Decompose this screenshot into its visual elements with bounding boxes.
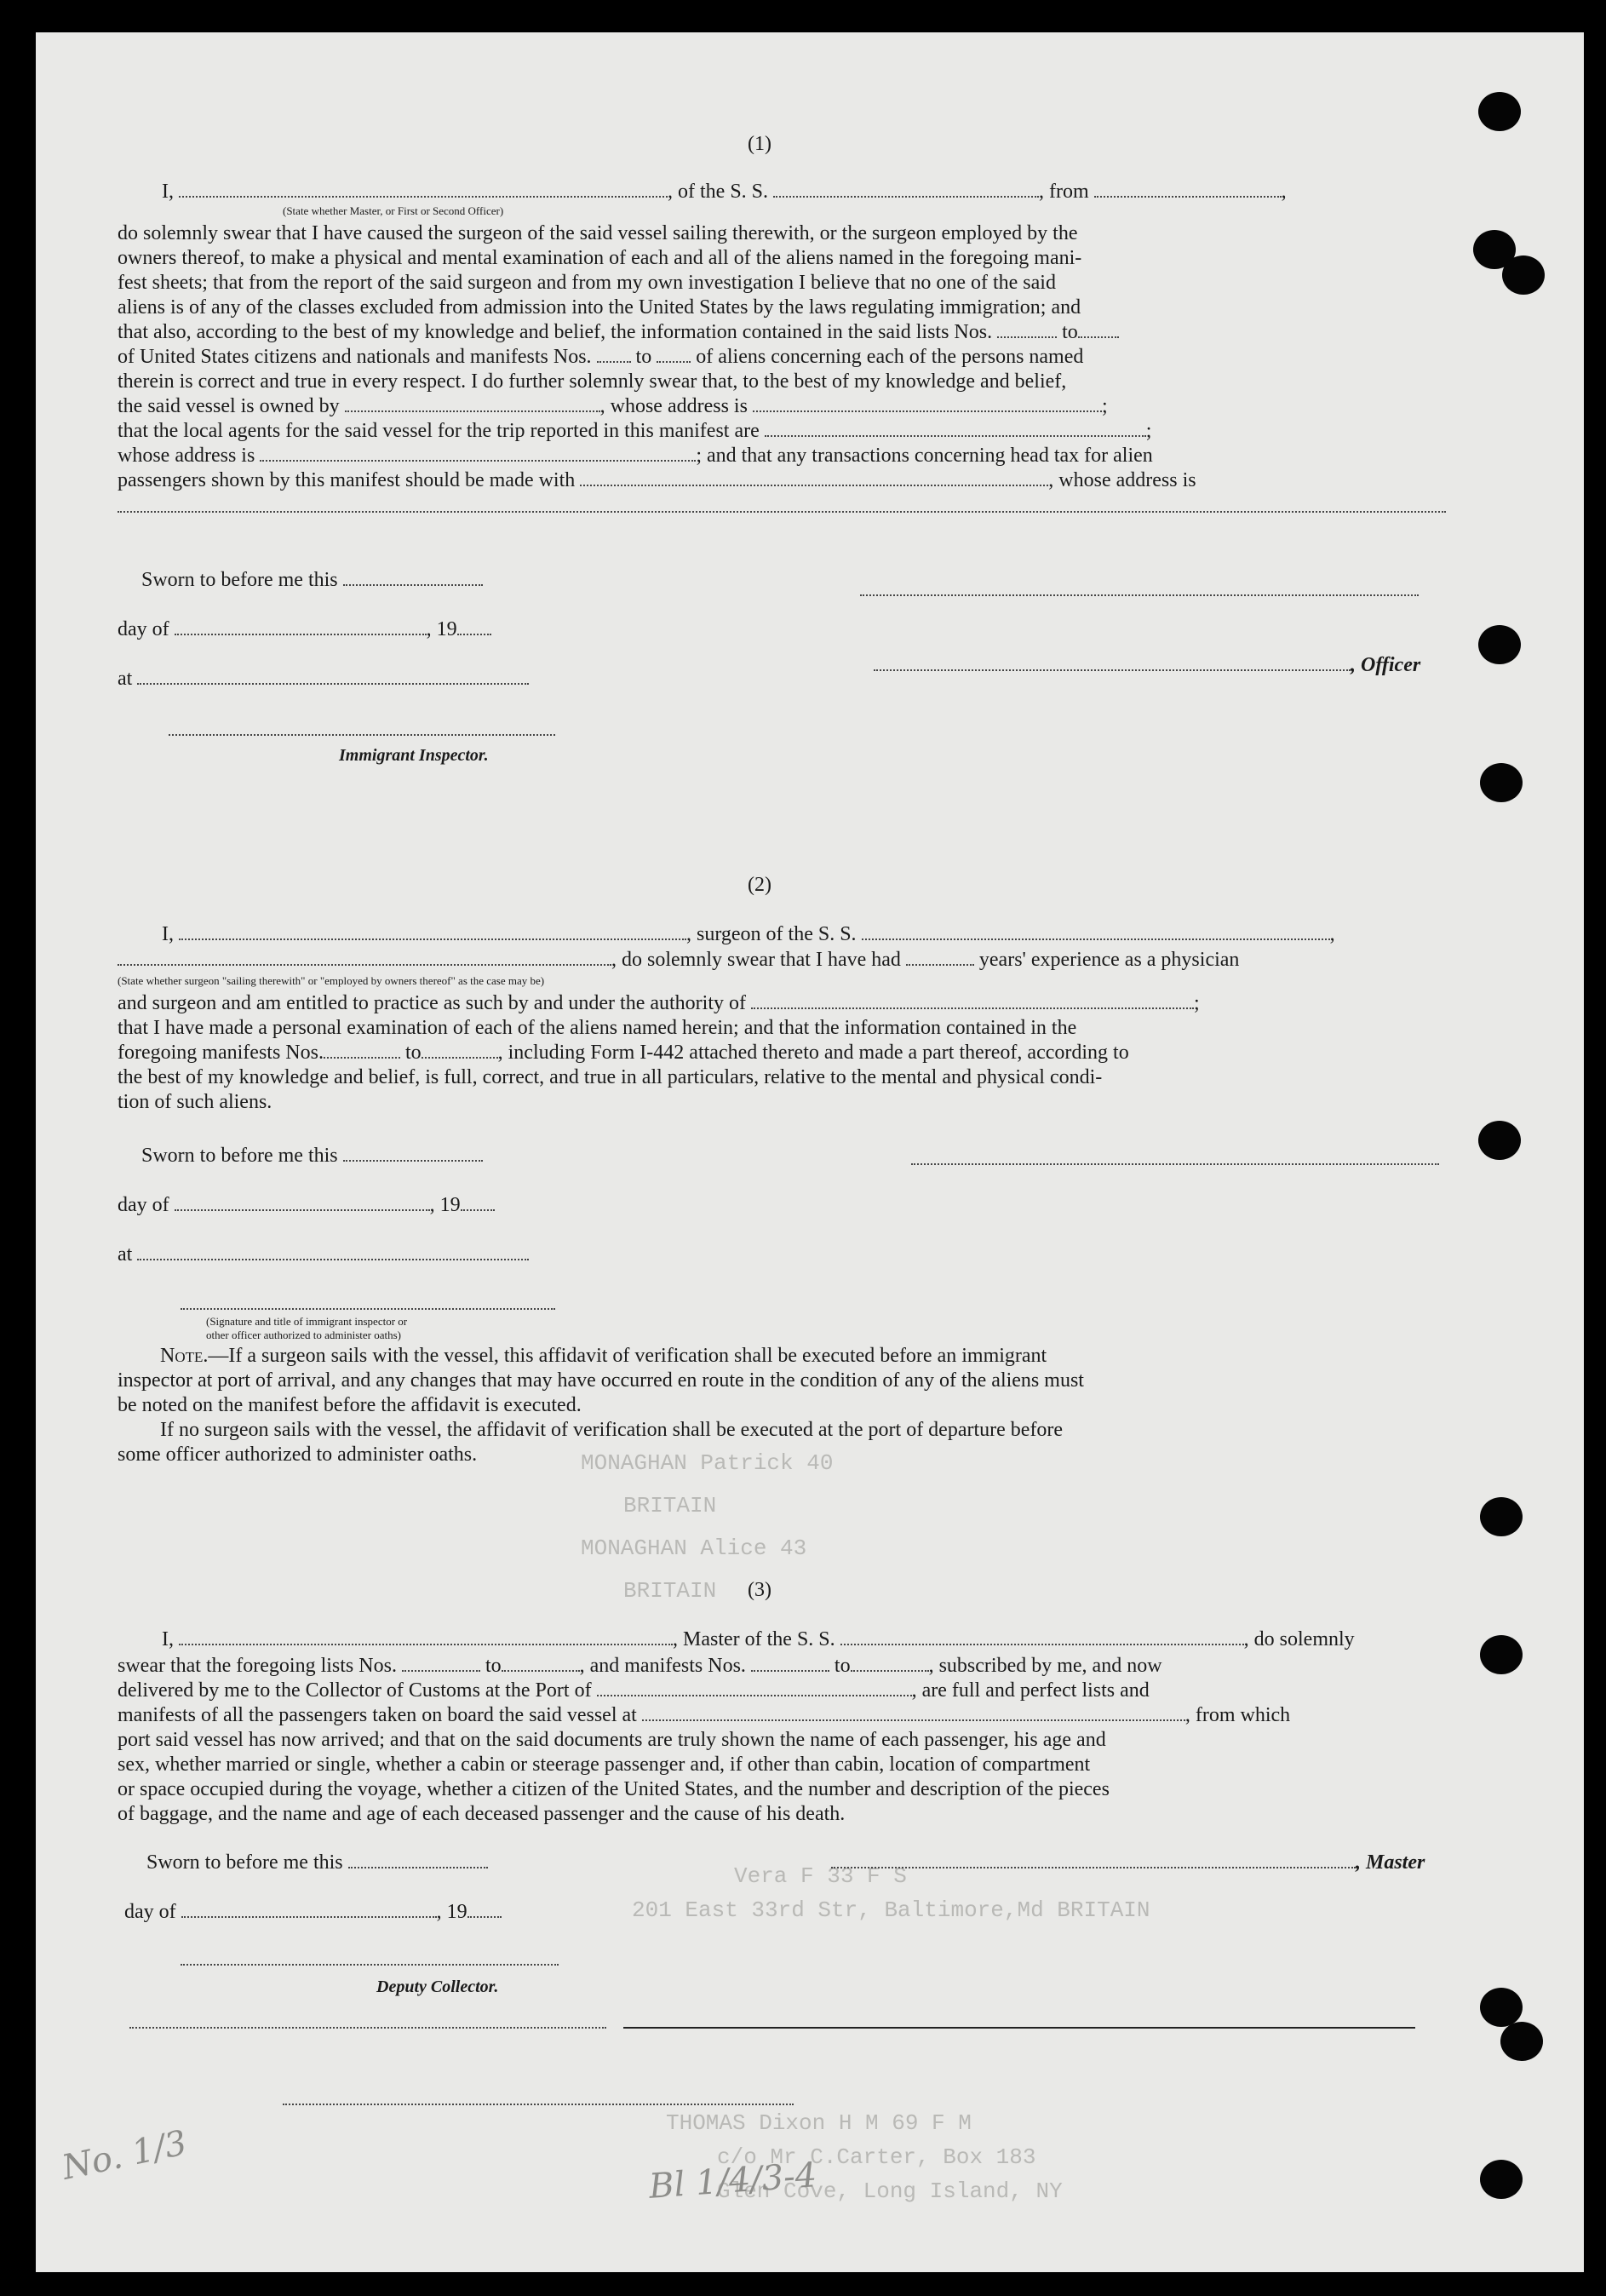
- master-vessel-field[interactable]: [840, 1628, 1244, 1645]
- port-of-departure-field[interactable]: [642, 1704, 1185, 1721]
- note-label: Note.: [160, 1345, 209, 1367]
- master-name-field[interactable]: [179, 1628, 673, 1645]
- port-of-arrival-field[interactable]: [597, 1679, 912, 1696]
- sworn-day-field-2[interactable]: [343, 1145, 483, 1162]
- section-1-body: do solemnly swear that I have caused the surgeon of the said vessel sailing therewith, or the surgeon employed by the owners thereof, to make a physical and mental examination of each and all of the aliens named in the foregoing mani- fest sheets; that from the report of the said surgeon and from my own investigation I believe that no one of the said aliens is of any of the classes excluded from admission into the United States by the laws regulating immigration; and that also, according to the best of my knowledge and belief, the information contained in the said lists Nos. to of United States citizens and nationals and manifests Nos. to of aliens concerning each of the persons named therein is correct and true in every respect. I do further solemnly swear that, to the best of my knowledge and belief, the said vessel is owned by , whose address is ; that the local agents for the said vessel for the trip reported in this manifest are ; whose address is ; and that any transactions concerning head tax for alien passengers shown by this manifest should be made with , whose address is: [118, 222, 1196, 491]
- bleed-through-text: Glen Cove, Long Island, NY: [717, 2178, 1063, 2204]
- officer-title-field[interactable]: [874, 654, 1351, 671]
- officer-signature-field[interactable]: [860, 594, 1419, 596]
- collector-signature-field[interactable]: [181, 1964, 559, 1966]
- sworn-line-2: Sworn to before me this: [141, 1143, 483, 1168]
- at-line-2: at: [118, 1242, 529, 1267]
- authority-field[interactable]: [751, 992, 1194, 1009]
- section-1-caption: (State whether Master, or First or Second Officer): [283, 204, 504, 217]
- local-agents-field[interactable]: [765, 420, 1146, 437]
- sworn-day-field[interactable]: [343, 569, 483, 586]
- punch-hole: [1500, 2022, 1543, 2061]
- month-field-2[interactable]: [175, 1194, 430, 1211]
- owner-address-field[interactable]: [753, 395, 1102, 412]
- surgeon-manifests-to-field[interactable]: [422, 1042, 498, 1059]
- master-lists-to-field[interactable]: [502, 1655, 580, 1672]
- master-manifests-from-field[interactable]: [751, 1655, 829, 1672]
- document-page: [36, 32, 1584, 2272]
- punch-hole: [1480, 1635, 1523, 1674]
- manifests-from-field[interactable]: [597, 346, 631, 363]
- years-experience-field[interactable]: [906, 949, 974, 966]
- day-of-line-2: day of , 19: [118, 1192, 495, 1218]
- officer-name-field[interactable]: [179, 181, 668, 198]
- section-3-number: (3): [748, 1579, 771, 1601]
- bottom-dotted-rule: [283, 2104, 794, 2105]
- year-field-3[interactable]: [467, 1901, 502, 1918]
- lists-from-field[interactable]: [997, 321, 1057, 338]
- master-manifests-to-field[interactable]: [851, 1655, 929, 1672]
- master-signature-line: , Master: [831, 1850, 1425, 1875]
- year-field-2[interactable]: [461, 1194, 495, 1211]
- section-1-line-1: I, , of the S. S. , from ,: [162, 181, 1287, 203]
- surgeon-vessel-field[interactable]: [862, 923, 1330, 940]
- bleed-through-text: BRITAIN: [623, 1578, 717, 1604]
- bleed-through-text: c/o Mr C.Carter, Box 183: [717, 2144, 1036, 2170]
- punch-hole: [1478, 92, 1521, 131]
- year-field[interactable]: [457, 618, 491, 635]
- officer-line: , Officer: [874, 652, 1420, 678]
- from-port-field[interactable]: [1094, 181, 1282, 198]
- note-block: Note.—If a surgeon sails with the vessel, this affidavit of verification shall be executed before an immigrant inspector at port of arrival, and any changes that may have occurred en route in the condition of any of the aliens must be noted on the manifest before the affidavit is executed. If no surgeon sails with the vessel, the affidavit of verification shall be executed at the port of departure before some officer authorized to administer oaths.: [118, 1345, 1084, 1466]
- sworn-line-3: Sworn to before me this: [146, 1850, 488, 1875]
- punch-hole: [1480, 1988, 1523, 2027]
- punch-hole: [1478, 625, 1521, 664]
- master-lists-from-field[interactable]: [402, 1655, 480, 1672]
- master-signature-field[interactable]: [831, 1851, 1356, 1868]
- section-2-number: (2): [748, 874, 771, 896]
- place-field[interactable]: [137, 668, 529, 685]
- sworn-line: Sworn to before me this: [141, 567, 483, 593]
- bleed-through-text: THOMAS Dixon H M 69 F M: [666, 2110, 972, 2136]
- manifests-to-field[interactable]: [657, 346, 691, 363]
- collector-label: Deputy Collector.: [376, 1977, 499, 1996]
- handwritten-signature: Bl 1/4/3-4: [647, 2155, 818, 2207]
- month-field-3[interactable]: [181, 1901, 437, 1918]
- agents-address-field[interactable]: [260, 445, 696, 462]
- punch-hole: [1478, 1121, 1521, 1160]
- inspector-label: Immigrant Inspector.: [339, 746, 489, 765]
- owner-field[interactable]: [345, 395, 600, 412]
- administering-officer-signature-field[interactable]: [181, 1308, 555, 1310]
- month-field[interactable]: [175, 618, 427, 635]
- surgeon-name-field[interactable]: [179, 923, 686, 940]
- section-2-line-2: , do solemnly swear that I have had years' experience as a physician: [118, 947, 1239, 973]
- section-2-line-1: I, , surgeon of the S. S. ,: [162, 923, 1335, 945]
- punch-hole: [1502, 255, 1545, 295]
- section-1-number: (1): [748, 133, 771, 155]
- at-line: at: [118, 666, 529, 692]
- head-tax-party-field[interactable]: [580, 469, 1048, 486]
- bottom-rule: [623, 2027, 1415, 2029]
- punch-hole: [1480, 763, 1523, 802]
- surgeon-status-field[interactable]: [118, 949, 611, 966]
- bleed-through-text: 201 East 33rd Str, Baltimore,Md BRITAIN: [632, 1897, 1150, 1923]
- of-ss-label: , of the S. S.: [668, 181, 769, 203]
- section-3-body: swear that the foregoing lists Nos. to , and manifests Nos. to , subscribed by me, and now delivered by me to the Collector of Customs at the Port of , are full and perfect lists and manifests of all the passengers taken on board the said vessel at , from which port said vessel has now arrived; and that on the said documents are truly shown the name of each passenger, his age and sex, whether married or single, whether a cabin or steerage passenger and, if other than cabin, location of compartment or space occupied during the voyage, whether a citizen of the United States, and the number and description of the pieces of baggage, and the name and age of each deceased passenger and the cause of his death.: [118, 1655, 1291, 1825]
- sworn-day-field-3[interactable]: [348, 1851, 488, 1868]
- surgeon-signature-field[interactable]: [911, 1163, 1439, 1165]
- signature-caption-2: other officer authorized to administer oaths): [206, 1329, 401, 1341]
- bleed-through-text: MONAGHAN Alice 43: [581, 1535, 807, 1561]
- punch-hole: [1480, 2160, 1523, 2199]
- punch-hole: [1480, 1497, 1523, 1536]
- bottom-dotted-rule: [129, 2027, 606, 2029]
- section-1-i: I,: [162, 181, 174, 203]
- bleed-through-text: Vera F 33 F S: [734, 1863, 907, 1889]
- head-tax-address-field[interactable]: [118, 511, 1446, 513]
- surgeon-manifests-from-field[interactable]: [324, 1042, 400, 1059]
- bleed-through-text: BRITAIN: [623, 1493, 717, 1518]
- section-2-body: and surgeon and am entitled to practice as such by and under the authority of ; that I have made a personal examination of each of the aliens named herein; and that the information contained in the foregoing manifests Nos. to , including Form I-442 attached thereto and made a part thereof, according to the best of my knowledge and belief, is full, correct, and true in all particulars, relative to the mental and physical condi- tion of such aliens.: [118, 992, 1200, 1113]
- day-of-line-3: day of , 19: [124, 1899, 502, 1925]
- place-field-2[interactable]: [137, 1243, 529, 1260]
- bleed-through-text: MONAGHAN Patrick 40: [581, 1450, 834, 1476]
- section-2-caption: (State whether surgeon "sailing therewith" or "employed by owners thereof" as the case may be): [118, 974, 545, 987]
- vessel-name-field[interactable]: [773, 181, 1039, 198]
- lists-to-field[interactable]: [1078, 321, 1119, 338]
- section-3-line-1: I, , Master of the S. S. , do solemnly: [162, 1628, 1355, 1650]
- day-of-line: day of , 19: [118, 617, 491, 642]
- handwritten-corner-note: No. 1/3: [58, 2123, 191, 2188]
- from-label: , from: [1039, 181, 1089, 203]
- signature-caption-1: (Signature and title of immigrant inspector or: [206, 1315, 408, 1328]
- inspector-signature-field[interactable]: [169, 734, 555, 736]
